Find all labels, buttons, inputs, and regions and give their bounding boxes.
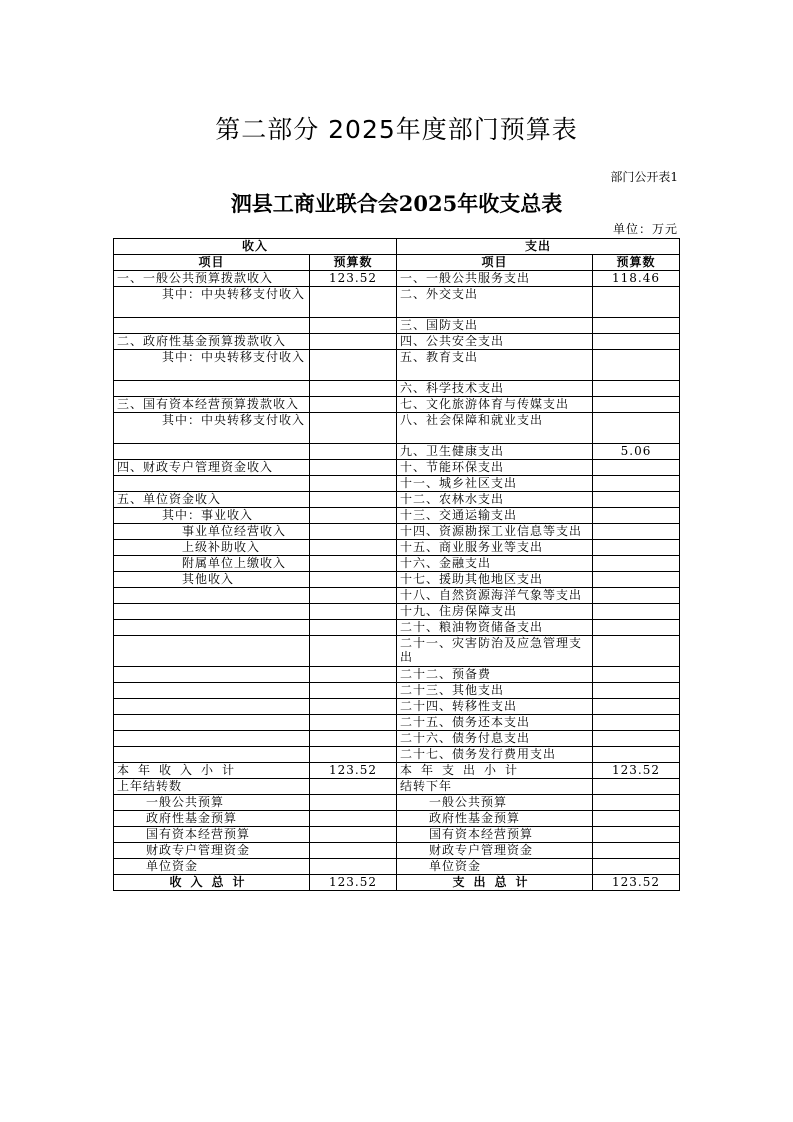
table-row xyxy=(114,636,680,667)
income-value-cell xyxy=(310,779,397,795)
expense-item-cell: 四、公共安全支出 xyxy=(397,334,593,350)
table-row xyxy=(114,413,680,444)
table-row xyxy=(114,271,680,287)
expense-value-cell xyxy=(593,827,680,843)
income-item-cell: 单位资金 xyxy=(114,859,310,875)
table-row xyxy=(114,620,680,636)
page-heading: 第二部分 2025年度部门预算表 xyxy=(215,115,578,144)
expense-item-cell: 六、科学技术支出 xyxy=(397,381,593,397)
income-value-cell xyxy=(310,747,397,763)
expense-item-cell: 国有资本经营预算 xyxy=(397,827,593,843)
expense-value-cell xyxy=(593,572,680,588)
income-item-cell: 上级补助收入 xyxy=(114,540,310,556)
income-item-cell: 五、单位资金收入 xyxy=(114,492,310,508)
expense-value-cell xyxy=(593,397,680,413)
expense-item-cell: 政府性基金预算 xyxy=(397,811,593,827)
table-row xyxy=(114,460,680,476)
table-row xyxy=(114,287,680,318)
income-value-cell xyxy=(310,683,397,699)
income-value-cell xyxy=(310,620,397,636)
income-item-cell xyxy=(114,604,310,620)
expense-item-cell: 五、教育支出 xyxy=(397,350,593,381)
expense-item-cell: 七、文化旅游体育与传媒支出 xyxy=(397,397,593,413)
expense-value-cell: 123.52 xyxy=(593,875,680,891)
income-item-cell: 财政专户管理资金 xyxy=(114,843,310,859)
table-row xyxy=(114,731,680,747)
income-item-cell: 一、一般公共预算拨款收入 xyxy=(114,271,310,287)
expense-item-cell: 八、社会保障和就业支出 xyxy=(397,413,593,444)
expense-value-cell xyxy=(593,843,680,859)
expense-value-cell xyxy=(593,318,680,334)
expense-item-cell: 本年支出小计 xyxy=(397,763,593,779)
income-item-cell: 四、财政专户管理资金收入 xyxy=(114,460,310,476)
income-value-cell xyxy=(310,795,397,811)
income-value-cell xyxy=(310,699,397,715)
section-header-row xyxy=(114,239,680,255)
table-row xyxy=(114,843,680,859)
expense-value-cell xyxy=(593,731,680,747)
table-row xyxy=(114,604,680,620)
expense-item-cell: 十九、住房保障支出 xyxy=(397,604,593,620)
expense-value-cell: 118.46 xyxy=(593,271,680,287)
expense-item-cell: 十七、援助其他地区支出 xyxy=(397,572,593,588)
table-row xyxy=(114,381,680,397)
expense-item-cell: 二十五、债务还本支出 xyxy=(397,715,593,731)
expense-value-cell: 5.06 xyxy=(593,444,680,460)
income-item-cell: 其中：事业收入 xyxy=(114,508,310,524)
expense-value-cell xyxy=(593,604,680,620)
income-value-cell xyxy=(310,540,397,556)
table-row xyxy=(114,811,680,827)
income-item-cell: 上年结转数 xyxy=(114,779,310,795)
income-value-cell xyxy=(310,667,397,683)
expense-value-cell xyxy=(593,667,680,683)
column-header-row xyxy=(114,255,680,271)
expense-item-cell: 二十四、转移性支出 xyxy=(397,699,593,715)
table-row xyxy=(114,747,680,763)
table-row xyxy=(114,492,680,508)
table-row xyxy=(114,334,680,350)
income-value-cell xyxy=(310,287,397,318)
income-value-cell xyxy=(310,318,397,334)
income-item-cell: 本年收入小计 xyxy=(114,763,310,779)
expense-item-cell: 支出总计 xyxy=(397,875,593,891)
expense-value-cell xyxy=(593,779,680,795)
expense-value-cell xyxy=(593,460,680,476)
income-item-cell xyxy=(114,620,310,636)
income-value-cell xyxy=(310,859,397,875)
expense-value-cell: 123.52 xyxy=(593,763,680,779)
expense-value-cell xyxy=(593,540,680,556)
table-row xyxy=(114,540,680,556)
table-row xyxy=(114,350,680,381)
expense-value-cell xyxy=(593,492,680,508)
expense-item-cell: 二十、粮油物资储备支出 xyxy=(397,620,593,636)
income-value-cell xyxy=(310,350,397,381)
income-value-cell xyxy=(310,397,397,413)
table-row xyxy=(114,508,680,524)
income-item-cell xyxy=(114,588,310,604)
income-item-cell xyxy=(114,476,310,492)
income-value-cell xyxy=(310,524,397,540)
table-row xyxy=(114,859,680,875)
income-value-cell xyxy=(310,827,397,843)
table-row xyxy=(114,572,680,588)
table-row xyxy=(114,875,680,891)
income-item-cell xyxy=(114,636,310,667)
table-row xyxy=(114,667,680,683)
expense-item-cell: 十五、商业服务业等支出 xyxy=(397,540,593,556)
expense-section-header: 支出 xyxy=(397,239,680,255)
income-item-cell xyxy=(114,699,310,715)
income-budget-header: 预算数 xyxy=(310,255,397,271)
expense-item-header: 项目 xyxy=(397,255,593,271)
table-row xyxy=(114,763,680,779)
income-value-cell xyxy=(310,811,397,827)
income-value-cell xyxy=(310,334,397,350)
expense-value-cell xyxy=(593,350,680,381)
income-value-cell: 123.52 xyxy=(310,875,397,891)
income-value-cell xyxy=(310,460,397,476)
income-value-cell xyxy=(310,588,397,604)
expense-value-cell xyxy=(593,636,680,667)
income-value-cell xyxy=(310,636,397,667)
income-value-cell xyxy=(310,476,397,492)
income-item-cell: 其中：中央转移支付收入 xyxy=(114,350,310,381)
income-value-cell xyxy=(310,604,397,620)
expense-item-cell: 单位资金 xyxy=(397,859,593,875)
table-row xyxy=(114,683,680,699)
table-row xyxy=(114,699,680,715)
table-row xyxy=(114,444,680,460)
income-item-cell xyxy=(114,381,310,397)
income-item-cell xyxy=(114,318,310,334)
income-item-cell xyxy=(114,444,310,460)
income-value-cell xyxy=(310,381,397,397)
table-title: 泗县工商业联合会2025年收支总表 xyxy=(230,191,563,216)
income-item-cell: 收入总计 xyxy=(114,875,310,891)
expense-value-cell xyxy=(593,476,680,492)
income-item-cell xyxy=(114,683,310,699)
income-item-cell: 一般公共预算 xyxy=(114,795,310,811)
income-item-cell: 事业单位经营收入 xyxy=(114,524,310,540)
expense-item-cell: 一、一般公共服务支出 xyxy=(397,271,593,287)
expense-item-cell: 九、卫生健康支出 xyxy=(397,444,593,460)
expense-value-cell xyxy=(593,334,680,350)
income-item-cell xyxy=(114,715,310,731)
income-item-cell: 其中：中央转移支付收入 xyxy=(114,287,310,318)
expense-item-cell: 三、国防支出 xyxy=(397,318,593,334)
expense-item-cell: 二十三、其他支出 xyxy=(397,683,593,699)
expense-item-cell: 二十一、灾害防治及应急管理支出 xyxy=(397,636,593,667)
expense-value-cell xyxy=(593,381,680,397)
expense-value-cell xyxy=(593,413,680,444)
income-value-cell xyxy=(310,572,397,588)
expense-item-cell: 财政专户管理资金 xyxy=(397,843,593,859)
income-value-cell xyxy=(310,444,397,460)
income-value-cell xyxy=(310,492,397,508)
income-item-cell: 二、政府性基金预算拨款收入 xyxy=(114,334,310,350)
table-row xyxy=(114,827,680,843)
expense-value-cell xyxy=(593,811,680,827)
expense-value-cell xyxy=(593,699,680,715)
expense-item-cell: 结转下年 xyxy=(397,779,593,795)
income-value-cell xyxy=(310,843,397,859)
table-row xyxy=(114,715,680,731)
income-item-cell: 政府性基金预算 xyxy=(114,811,310,827)
table-row xyxy=(114,795,680,811)
income-item-cell xyxy=(114,747,310,763)
income-section-header: 收入 xyxy=(114,239,397,255)
expense-value-cell xyxy=(593,524,680,540)
table-row xyxy=(114,397,680,413)
table-row xyxy=(114,476,680,492)
table-row xyxy=(114,524,680,540)
table-row xyxy=(114,779,680,795)
expense-value-cell xyxy=(593,747,680,763)
income-item-cell xyxy=(114,667,310,683)
expense-item-cell: 十六、金融支出 xyxy=(397,556,593,572)
expense-item-cell: 二十七、债务发行费用支出 xyxy=(397,747,593,763)
income-value-cell: 123.52 xyxy=(310,763,397,779)
expense-item-cell: 二十二、预备费 xyxy=(397,667,593,683)
income-value-cell xyxy=(310,508,397,524)
expense-value-cell xyxy=(593,620,680,636)
income-item-header: 项目 xyxy=(114,255,310,271)
income-item-cell: 附属单位上缴收入 xyxy=(114,556,310,572)
expense-value-cell xyxy=(593,715,680,731)
table-row xyxy=(114,318,680,334)
expense-item-cell: 二十六、债务付息支出 xyxy=(397,731,593,747)
unit-label: 单位：万元 xyxy=(612,222,678,236)
expense-value-cell xyxy=(593,683,680,699)
expense-value-cell xyxy=(593,556,680,572)
income-item-cell: 国有资本经营预算 xyxy=(114,827,310,843)
income-item-cell xyxy=(114,731,310,747)
expense-value-cell xyxy=(593,287,680,318)
income-value-cell xyxy=(310,413,397,444)
expense-item-cell: 十二、农林水支出 xyxy=(397,492,593,508)
expense-item-cell: 十三、交通运输支出 xyxy=(397,508,593,524)
income-item-cell: 其他收入 xyxy=(114,572,310,588)
expense-value-cell xyxy=(593,588,680,604)
income-value-cell xyxy=(310,556,397,572)
budget-summary-table xyxy=(113,238,680,891)
table-row xyxy=(114,556,680,572)
income-value-cell: 123.52 xyxy=(310,271,397,287)
income-value-cell xyxy=(310,715,397,731)
expense-item-cell: 一般公共预算 xyxy=(397,795,593,811)
expense-item-cell: 十一、城乡社区支出 xyxy=(397,476,593,492)
expense-item-cell: 十八、自然资源海洋气象等支出 xyxy=(397,588,593,604)
expense-budget-header: 预算数 xyxy=(593,255,680,271)
expense-item-cell: 二、外交支出 xyxy=(397,287,593,318)
income-value-cell xyxy=(310,731,397,747)
expense-item-cell: 十四、资源勘探工业信息等支出 xyxy=(397,524,593,540)
table-row xyxy=(114,588,680,604)
expense-value-cell xyxy=(593,795,680,811)
income-item-cell: 三、国有资本经营预算拨款收入 xyxy=(114,397,310,413)
form-code: 部门公开表1 xyxy=(610,170,678,184)
income-item-cell: 其中：中央转移支付收入 xyxy=(114,413,310,444)
expense-item-cell: 十、节能环保支出 xyxy=(397,460,593,476)
expense-value-cell xyxy=(593,508,680,524)
expense-value-cell xyxy=(593,859,680,875)
